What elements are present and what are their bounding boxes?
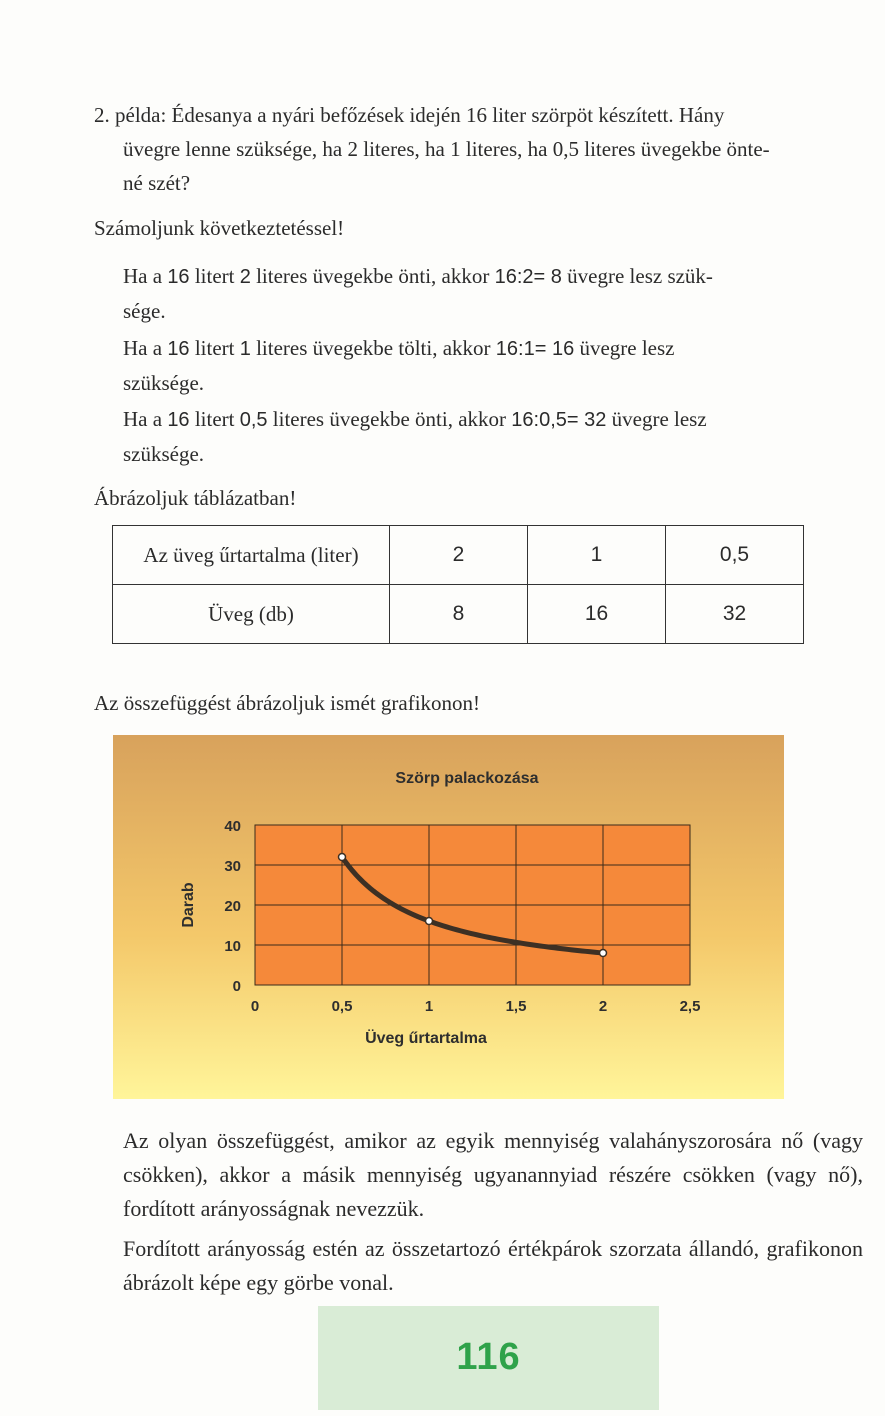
table-cell: 32 xyxy=(666,585,804,644)
table-cell: 8 xyxy=(390,585,528,644)
step-number: 16 xyxy=(167,409,190,431)
step-text: üvegre lesz szük- xyxy=(561,264,713,288)
x-tick-label: 0,5 xyxy=(331,998,353,1015)
step-calc: 16:0,5= 32 xyxy=(511,409,607,431)
step-number: 16 xyxy=(167,338,190,360)
x-tick-label: 0 xyxy=(250,998,260,1015)
y-tick-label: 0 xyxy=(232,978,241,995)
step-calc: 16:1= 16 xyxy=(495,338,575,360)
step-2 xyxy=(123,331,863,400)
step-text: literes üvegekbe önti, akkor xyxy=(267,407,512,431)
step-calc: 16:2= 8 xyxy=(494,266,562,288)
chart-svg xyxy=(113,735,784,1099)
x-tick-label: 1 xyxy=(424,998,434,1015)
table-header-capacity: Az üveg űrtartalma (liter) xyxy=(113,526,390,585)
table-row xyxy=(113,585,804,644)
data-table xyxy=(112,525,804,644)
step-number: 0,5 xyxy=(239,409,268,431)
step-number: 16 xyxy=(167,266,190,288)
chart-title: Szörp palackozása xyxy=(395,770,539,787)
step-text: litert xyxy=(189,264,240,288)
chart-lead: Az összefüggést ábrázoljuk ismét grafikonon! xyxy=(94,691,481,715)
table-cell: 0,5 xyxy=(666,526,804,585)
table-lead: Ábrázoljuk táblázatban! xyxy=(94,486,297,510)
step-text: Ha a xyxy=(123,264,168,288)
page-number-box xyxy=(318,1306,659,1410)
step-text: üvegre lesz xyxy=(606,407,707,431)
rule-paragraph-1: Az olyan összefüggést, amikor az egyik mennyiség valahányszorosára nő (vagy csökken), akkor a másik mennyiség ugyanannyiad részére csökken (vagy nő), fordított arányosságnak nevezzük. xyxy=(123,1128,863,1221)
data-point xyxy=(339,854,346,861)
table-header-count: Üveg (db) xyxy=(113,585,390,644)
example-line-1: 2. példa: Édesanya a nyári befőzések idején 16 liter szörpöt készített. Hány xyxy=(94,103,725,127)
step-text: sége. xyxy=(123,299,166,323)
example-line-2: üvegre lenne szüksége, ha 2 literes, ha 1 literes, ha 0,5 literes üvegekbe önte- xyxy=(123,137,770,161)
table-cell: 16 xyxy=(528,585,666,644)
data-point xyxy=(426,918,433,925)
y-axis-label: Darab xyxy=(180,882,197,928)
x-tick-label: 2,5 xyxy=(679,998,701,1015)
step-text: litert xyxy=(189,407,240,431)
y-tick-label: 20 xyxy=(224,898,241,915)
example-line-3: né szét? xyxy=(123,171,191,195)
step-text: szüksége. xyxy=(123,442,205,466)
example-text xyxy=(94,98,864,200)
calc-lead: Számoljunk következtetéssel! xyxy=(94,216,345,240)
data-point xyxy=(600,950,607,957)
x-tick-label: 2 xyxy=(598,998,608,1015)
rule-paragraph-2: Fordított arányosság estén az összetartozó értékpárok szorzata állandó, grafikonon ábrázolt képe egy görbe vonal. xyxy=(123,1236,863,1295)
x-tick-label: 1,5 xyxy=(505,998,527,1015)
table-row xyxy=(113,526,804,585)
step-text: literes üvegekbe tölti, akkor xyxy=(250,336,496,360)
step-number: 2 xyxy=(239,266,251,288)
table-cell: 1 xyxy=(528,526,666,585)
y-tick-label: 10 xyxy=(224,938,241,955)
step-text: litert xyxy=(189,336,240,360)
step-text: szüksége. xyxy=(123,371,205,395)
chart xyxy=(113,735,784,1099)
table-cell: 2 xyxy=(390,526,528,585)
page-number: 116 xyxy=(456,1336,521,1378)
step-number: 1 xyxy=(239,338,251,360)
step-3 xyxy=(123,402,863,471)
step-text: üvegre lesz xyxy=(574,336,675,360)
step-text: Ha a xyxy=(123,407,168,431)
step-text: literes üvegekbe önti, akkor xyxy=(250,264,495,288)
x-axis-label: Üveg űrtartalma xyxy=(365,1030,487,1047)
step-text: Ha a xyxy=(123,336,168,360)
y-tick-label: 30 xyxy=(224,858,241,875)
y-tick-label: 40 xyxy=(224,818,241,835)
step-1 xyxy=(123,259,863,328)
